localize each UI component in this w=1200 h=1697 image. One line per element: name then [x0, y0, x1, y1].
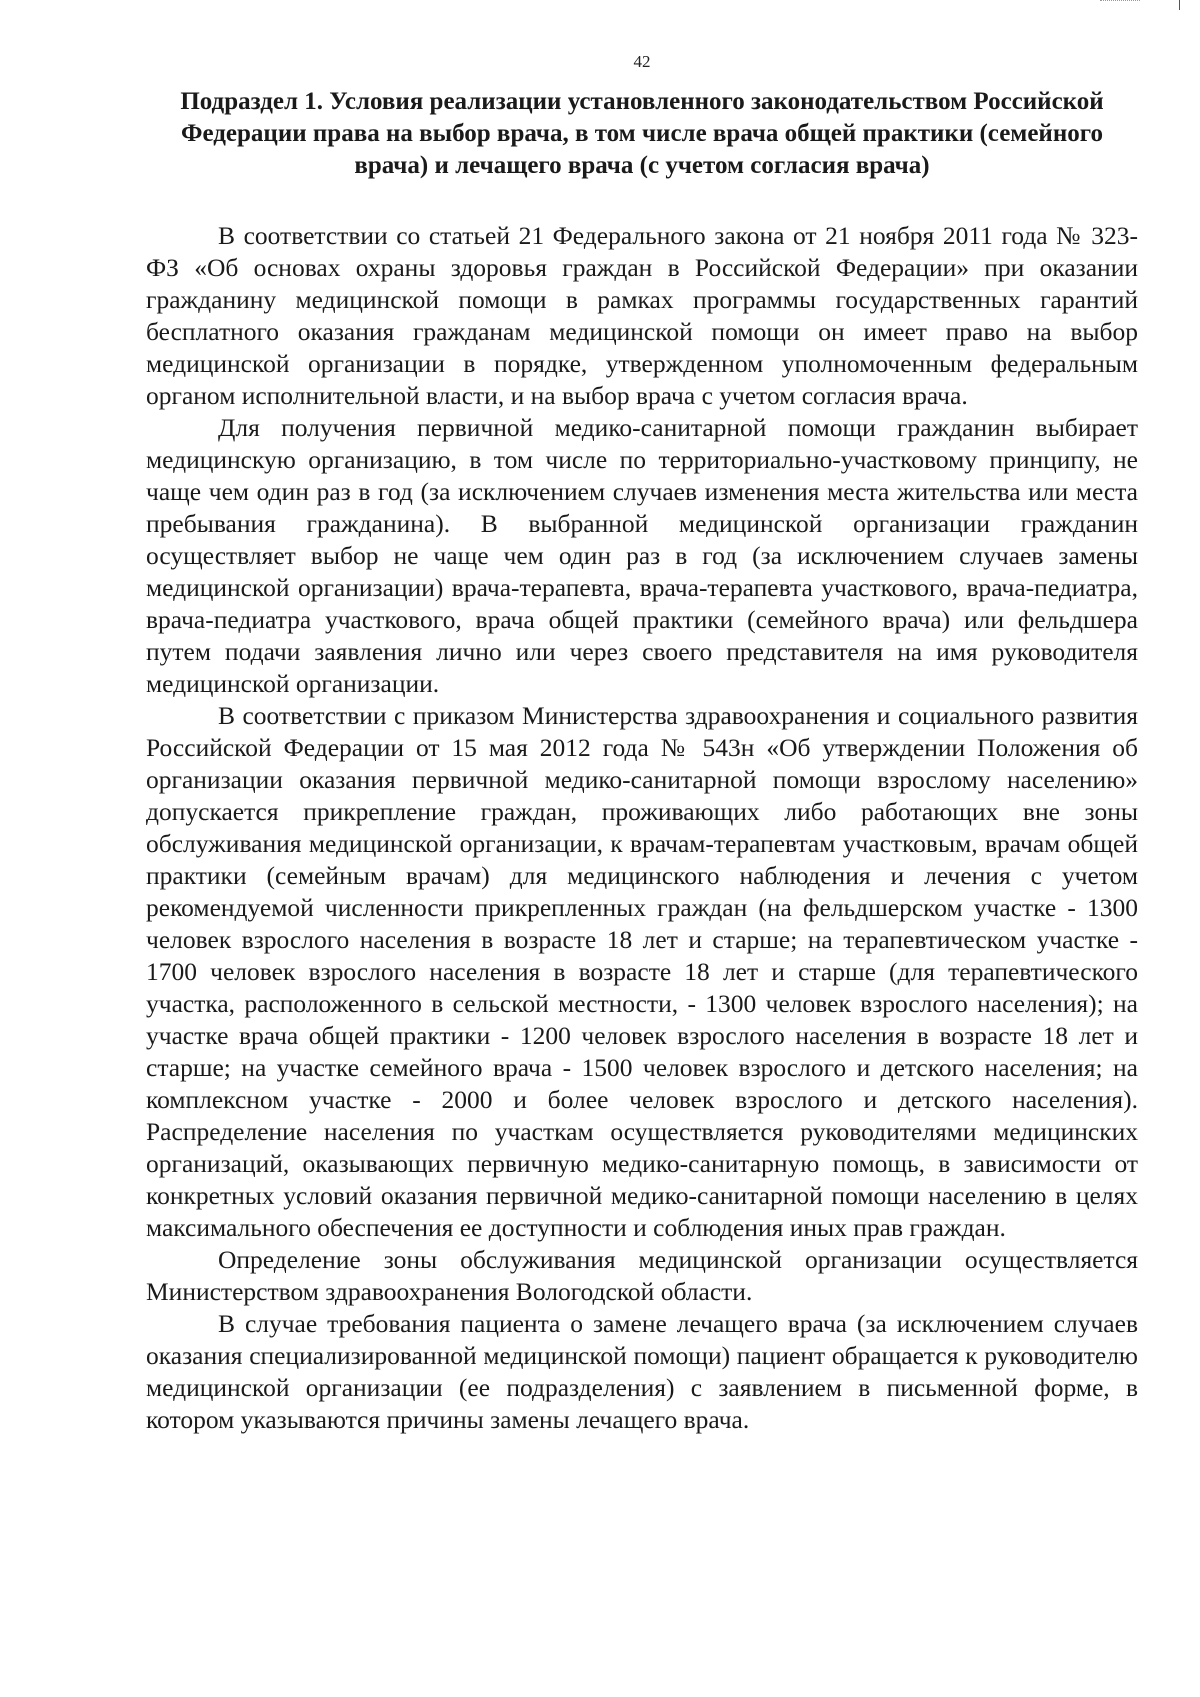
paragraph-attachment-norms: В соответствии с приказом Министерства здравоохранения и социального развития Российской Федерации от 15 мая 2012 года № 543н «Об утверждении Положения об организации оказания первичной медико-санитарной помощи взрослому населению» допускается прикрепление граждан, проживающих либо работающих вне зоны обслуживания медицинской организации, к врачам-терапевтам участковым, врачам общей практики (семейным врачам) для медицинского наблюдения и лечения с учетом рекомендуемой численности прикрепленных граждан (на фельдшерском участке - 1300 человек взрослого населения в возрасте 18 лет и старше; на терапевтическом участке - 1700 человек взрослого населения в возрасте 18 лет и старше (для терапевтического участка, расположенного в сельской местности, - 1300 человек взрослого населения); на участке врача общей практики - 1200 человек взрослого населения в возрасте 18 лет и старше; на участке семейного врача - 1500 человек взрослого и детского населения; на комплексном участке - 2000 и более человек взрослого и детского населения). Распределение населения по участкам осуществляется руководителями медицинских организаций, оказывающих первичную медико-санитарную помощь, в зависимости от конкретных условий оказания первичной медико-санитарной помощи населению в целях максимального обеспечения ее доступности и соблюдения иных прав граждан.	[146, 701, 1138, 1242]
page-number: 42	[633, 52, 651, 71]
document-page	[146, 52, 1138, 1436]
paragraph-service-zone: Определение зоны обслуживания медицинской организации осуществляется Министерством здравоохранения Вологодской области.	[146, 1245, 1138, 1306]
scan-edge-mark	[1100, 0, 1140, 3]
paragraph-right-to-choose: В соответствии со статьей 21 Федерального закона от 21 ноября 2011 года № 323-ФЗ «Об основах охраны здоровья граждан в Российской Федерации» при оказании гражданину медицинской помощи в рамках программы государственных гарантий бесплатного оказания гражданам медицинской помощи он имеет право на выбор медицинской организации в порядке, утвержденном уполномоченным федеральным органом исполнительной власти, и на выбор врача с учетом согласия врача.	[146, 221, 1138, 410]
paragraph-primary-care-choice: Для получения первичной медико-санитарной помощи гражданин выбирает медицинскую организацию, в том числе по территориально-участковому принципу, не чаще чем один раз в год (за исключением случаев изменения места жительства или места пребывания гражданина). В выбранной медицинской организации гражданин осуществляет выбор не чаще чем один раз в год (за исключением случаев замены медицинской организации) врача-терапевта, врача-терапевта участкового, врача-педиатра, врача-педиатра участкового, врача общей практики (семейного врача) или фельдшера путем подачи заявления лично или через своего представителя на имя руководителя медицинской организации.	[146, 413, 1138, 698]
paragraph-doctor-replacement: В случае требования пациента о замене лечащего врача (за исключением случаев оказания специализированной медицинской помощи) пациент обращается к руководителю медицинской организации (ее подразделения) с заявлением в письменной форме, в котором указываются причины замены лечащего врача.	[146, 1309, 1138, 1434]
scan-edge-line	[1179, 0, 1180, 10]
section-title: Подраздел 1. Условия реализации установленного законодательством Российской Федерации права на выбор врача, в том числе врача общей практики (семейного врача) и лечащего врача (с учетом согласия врача)	[180, 88, 1104, 179]
